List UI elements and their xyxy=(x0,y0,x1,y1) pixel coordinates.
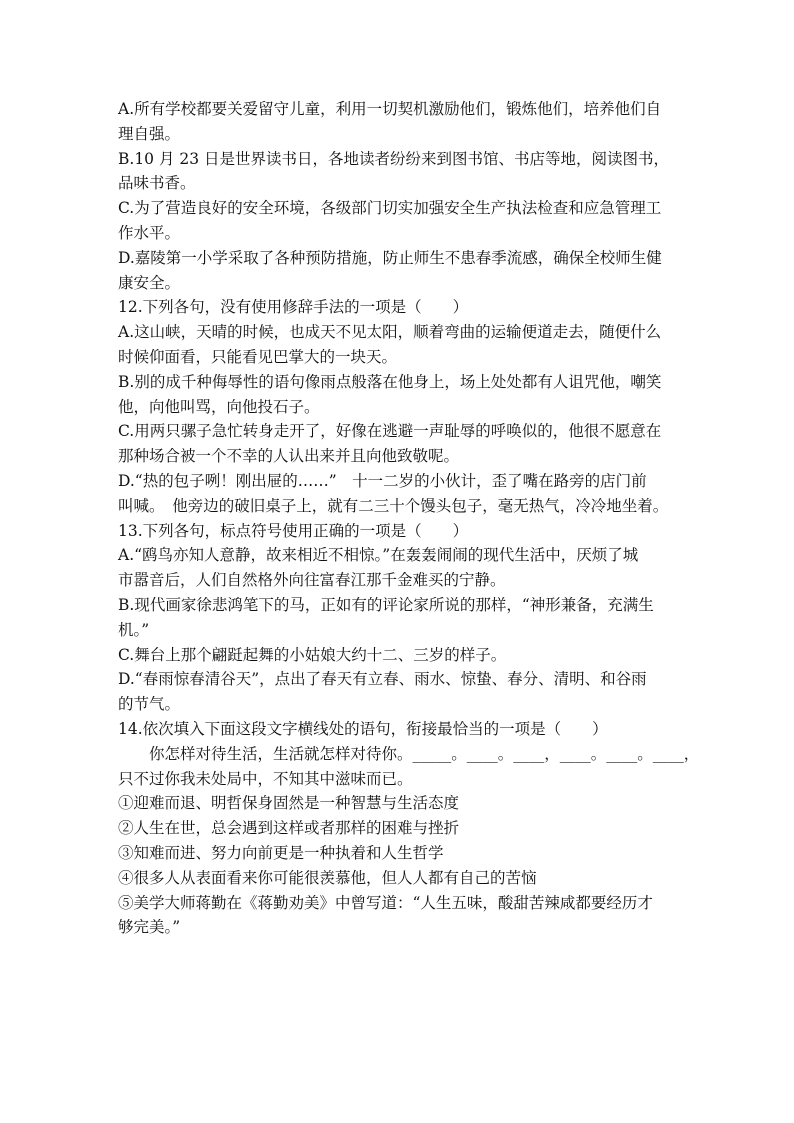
text-line: 那种场合被一个不幸的人认出来并且向他致敬呢。 xyxy=(118,447,460,466)
question-heading: 12.下列各句，没有使用修辞手法的一项是（ ） xyxy=(118,298,469,317)
text-line: 康安全。 xyxy=(118,273,181,292)
text-line: 机。” xyxy=(118,620,150,639)
text-line: B.10 月 23 日是世界读书日，各地读者纷纷来到图书馆、书店等地，阅读图书， xyxy=(118,149,670,168)
fill-in-passage: 你怎样对待生活，生活就怎样对待你。_____。____。____，____。____。____， xyxy=(149,744,700,763)
option-line: ①迎难而退、明哲保身固然是一种智慧与生活态度 xyxy=(118,794,460,813)
text-line: 叫喊。 他旁边的破旧桌子上，就有二三十个馒头包子，毫无热气，冷冷地坐着。 xyxy=(118,496,669,515)
text-line: B.别的成千种侮辱性的语句像雨点般落在他身上，场上处处都有人诅咒他，嘲笑 xyxy=(118,372,662,391)
text-line: D.嘉陵第一小学采取了各种预防措施，防止师生不患春季流感，确保全校师生健 xyxy=(118,248,662,267)
text-line: 作水平。 xyxy=(118,223,181,242)
text-line: A.所有学校都要关爱留守儿童，利用一切契机激励他们，锻炼他们，培养他们自 xyxy=(118,100,662,118)
question-heading: 13.下列各句，标点符号使用正确的一项是（ ） xyxy=(118,521,469,540)
text-line: C.用两只骡子急忙转身走开了，好像在逃避一声耻辱的呼唤似的，他很不愿意在 xyxy=(118,422,662,441)
text-line: 只不过你我未处局中，不知其中滋味而已。 xyxy=(118,769,413,788)
document-page xyxy=(118,97,700,940)
option-line: ②人生在世，总会遇到这样或者那样的困难与挫折 xyxy=(118,819,460,838)
text-line: A.“鸥鸟亦知人意静，故来相近不相惊。”在轰轰闹闹的现代生活中，厌烦了城 xyxy=(118,546,639,565)
text-line: C.为了营造良好的安全环境，各级部门切实加强安全生产执法检查和应急管理工 xyxy=(118,199,662,218)
text-line: 他，向他叫骂，向他投石子。 xyxy=(118,397,320,416)
text-line: 品味书香。 xyxy=(118,174,196,193)
text-line: 理自强。 xyxy=(118,124,181,143)
text-line: 市嚣音后，人们自然格外向往富春江那千金难买的宁静。 xyxy=(118,571,506,590)
text-line: D.“春雨惊春清谷天”，点出了春天有立春、雨水、惊蛰、春分、清明、和谷雨 xyxy=(118,670,647,689)
text-line: C.舞台上那个翩跹起舞的小姑娘大约十二、三岁的样子。 xyxy=(118,645,507,664)
text-line: B.现代画家徐悲鸿笔下的马，正如有的评论家所说的那样，“神形兼备，充满生 xyxy=(118,595,654,614)
option-line: ⑤美学大师蒋勤在《蒋勤劝美》中曾写道：“人生五味，酸甜苦辣咸都要经历才 xyxy=(118,893,653,912)
option-line: ④很多人从表面看来你可能很羡慕他，但人人都有自己的苦恼 xyxy=(118,868,537,887)
question-heading: 14.依次填入下面这段文字横线处的语句，衔接最恰当的一项是（ ） xyxy=(118,719,608,738)
option-line: ③知难而进、努力向前更是一种执着和人生哲学 xyxy=(118,843,444,862)
text-line: D.“热的包子咧！刚出屉的……” 十一二岁的小伙计，歪了嘴在路旁的店门前 xyxy=(118,471,647,490)
text-line: 够完美。” xyxy=(118,918,181,937)
text-line: 时候仰面看，只能看见巴掌大的一块天。 xyxy=(118,347,398,366)
text-line: A.这山峡，天晴的时候，也成天不见太阳，顺着弯曲的运输便道走去，随便什么 xyxy=(118,323,662,342)
text-line: 的节气。 xyxy=(118,695,181,714)
